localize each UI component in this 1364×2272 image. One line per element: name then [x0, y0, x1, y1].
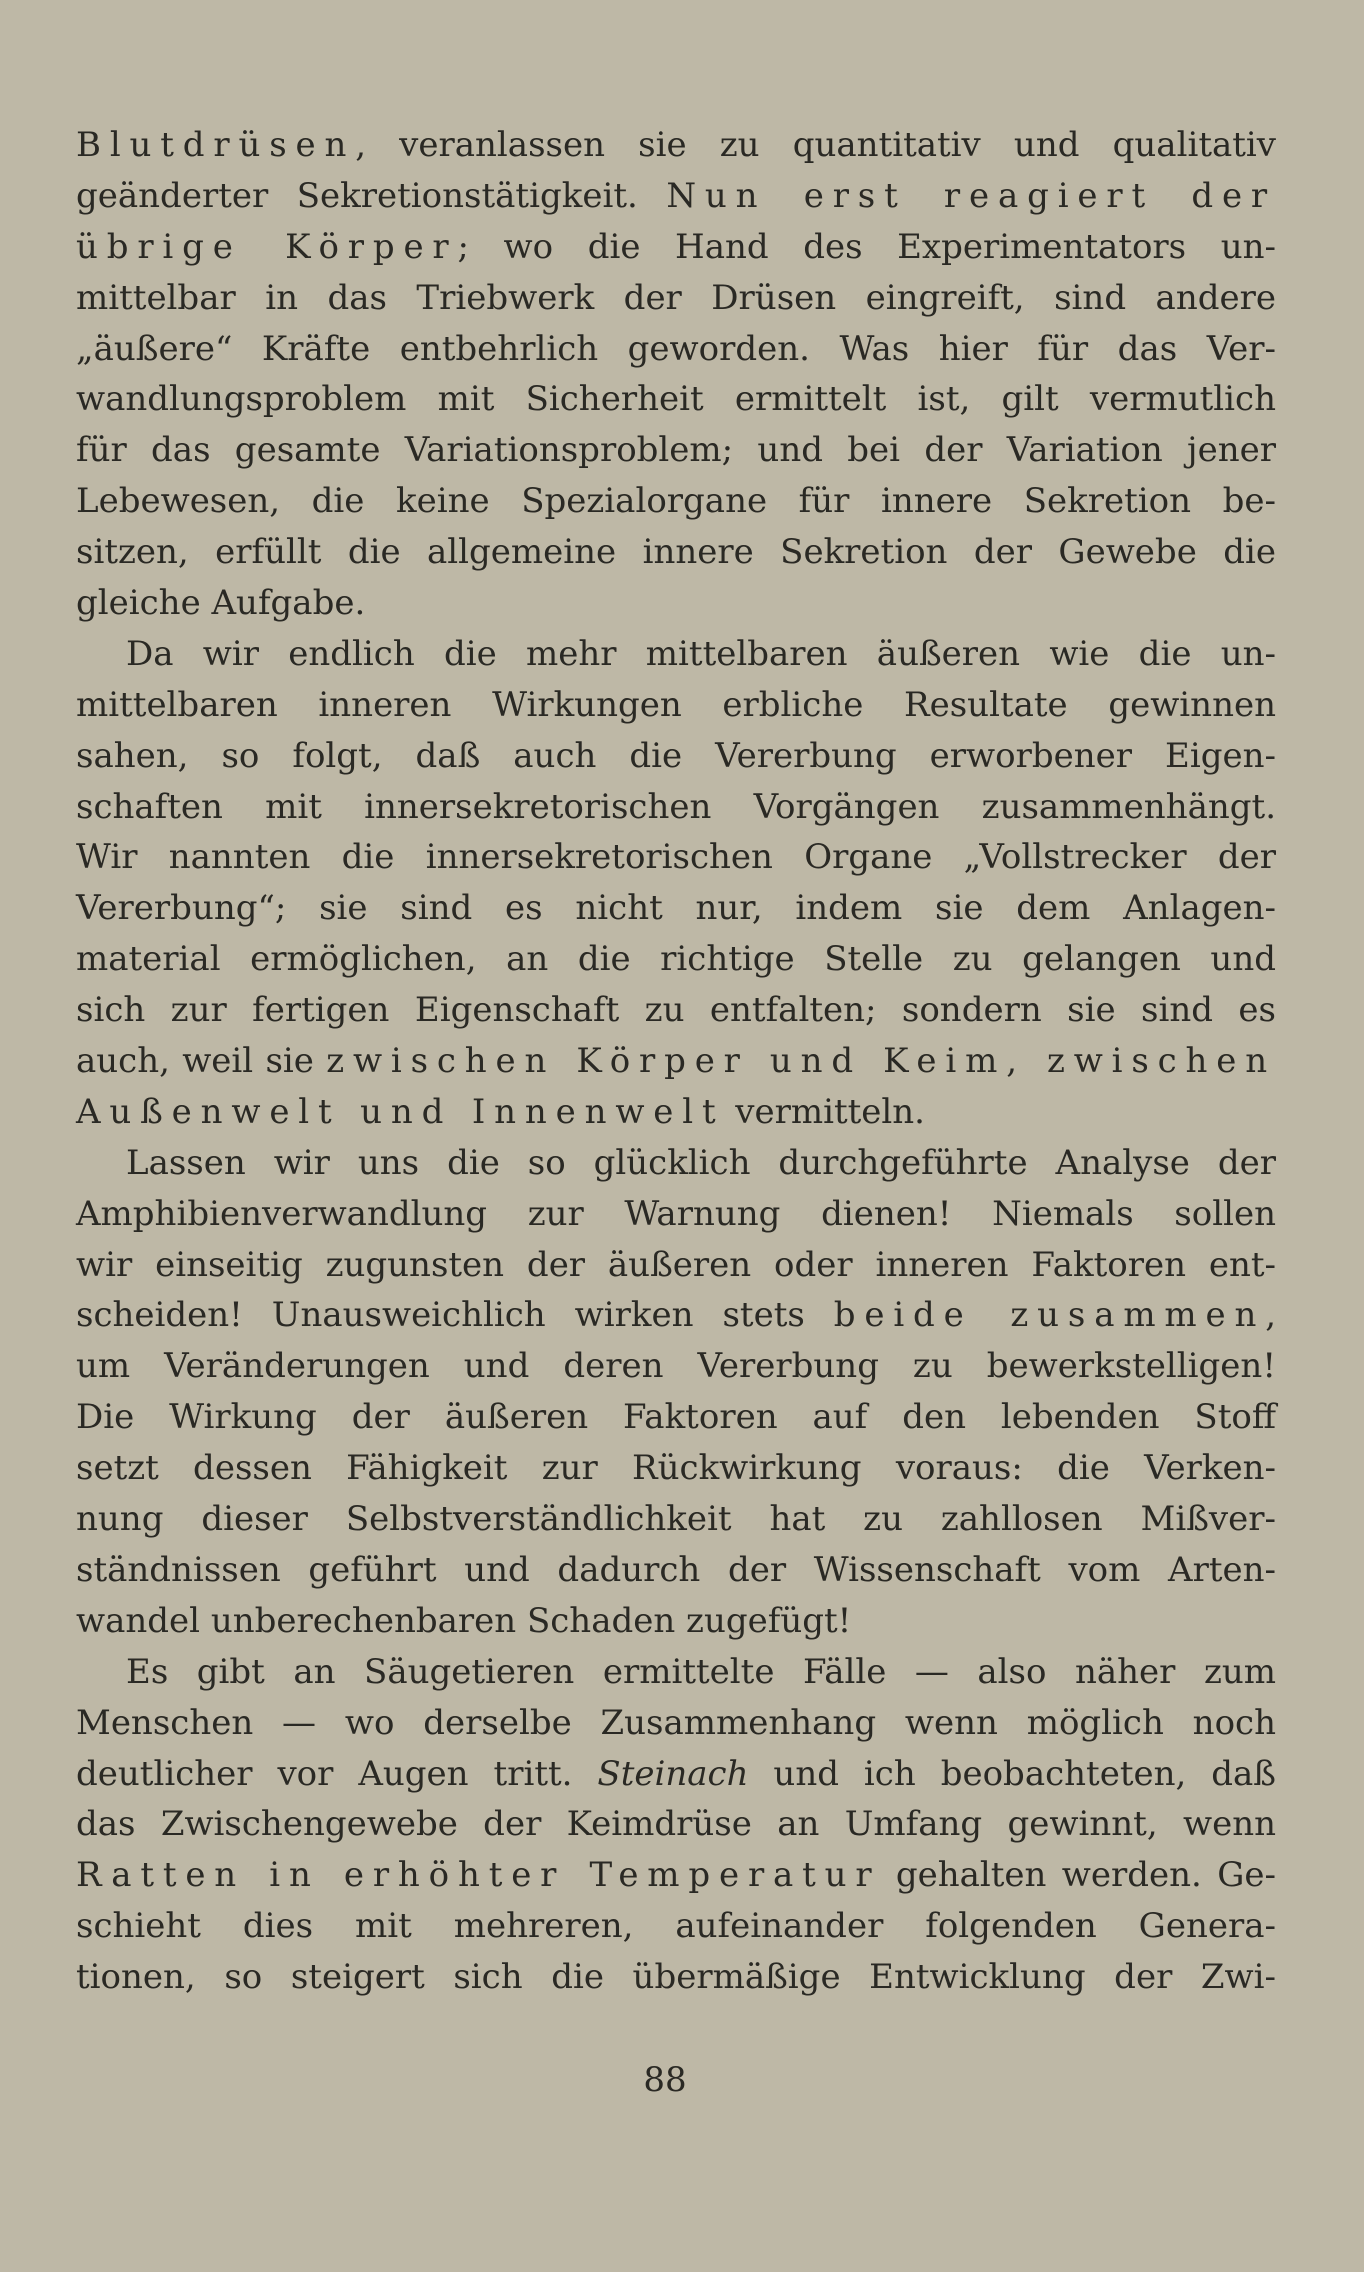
text-line	[76, 883, 1276, 934]
text-line	[76, 629, 1276, 680]
text-run: Es gibt an Säugetieren ermittelte Fälle — also näher zum	[126, 1651, 1276, 1692]
text-run: , veranlassen sie zu quantitativ und qualitativ	[355, 125, 1276, 165]
text-run: Lebewesen, die keine Spezialorgane für innere Sekretion be-	[76, 481, 1276, 522]
text-run: geänderter Sekretionstätigkeit.	[76, 175, 667, 216]
text-line	[76, 222, 1276, 273]
text-run: ; wo die Hand des Experimentators un-	[457, 226, 1276, 267]
spaced-emphasis: Blutdrüsen	[76, 125, 356, 165]
text-line	[76, 324, 1276, 375]
text-line	[76, 1290, 1276, 1341]
text-run: ,	[1265, 1295, 1276, 1336]
text-line	[76, 985, 1276, 1036]
spaced-emphasis: Ratten in erhöhter Temperatur	[76, 1855, 881, 1896]
spaced-emphasis: übrige Körper	[76, 226, 458, 267]
text-line	[76, 1189, 1276, 1240]
text-line	[76, 1545, 1276, 1596]
text-run: Wir nannten die innersekretorischen Organe „Vollstrecker der	[76, 837, 1276, 878]
body-text	[76, 120, 1276, 2003]
text-line	[76, 1901, 1276, 1952]
text-run: gleiche Aufgabe.	[76, 583, 366, 624]
text-line	[76, 527, 1276, 578]
text-run: gehalten werden. Ge-	[880, 1855, 1276, 1896]
text-run: sahen, so folgt, daß auch die Vererbung erworbener Eigen-	[76, 735, 1276, 776]
text-run: „äußere“ Kräfte entbehrlich geworden. Was hier für das Ver-	[76, 328, 1276, 369]
text-run: mittelbaren inneren Wirkungen erbliche Resultate gewinnen	[76, 684, 1276, 725]
text-line	[76, 1036, 1276, 1087]
text-line	[76, 1392, 1276, 1443]
text-line	[76, 731, 1276, 782]
text-run: Die Wirkung der äußeren Faktoren auf den lebenden Stoff	[76, 1397, 1276, 1438]
text-run: vermitteln.	[724, 1091, 925, 1132]
text-line	[76, 1443, 1276, 1494]
text-run: setzt dessen Fähigkeit zur Rückwirkung voraus: die Verken-	[76, 1448, 1276, 1489]
text-run: scheiden! Unausweichlich wirken stets	[76, 1295, 834, 1336]
text-run: für das gesamte Variationsproblem; und bei der Variation jener	[76, 430, 1276, 471]
text-run: das Zwischengewebe der Keimdrüse an Umfang gewinnt, wenn	[76, 1804, 1276, 1845]
text-run: wir einseitig zugunsten der äußeren oder inneren Faktoren ent-	[76, 1244, 1276, 1285]
text-run: deutlicher vor Augen tritt.	[76, 1753, 598, 1794]
spaced-emphasis: Nun erst reagiert der	[666, 175, 1276, 216]
text-line	[76, 1799, 1276, 1850]
text-run: wandlungsproblem mit Sicherheit ermittelt ist, gilt vermutlich	[76, 379, 1276, 420]
text-line	[76, 1240, 1276, 1291]
spaced-emphasis: zwischen Körper und Keim, zwischen	[326, 1041, 1276, 1082]
text-line	[76, 171, 1276, 222]
text-line	[76, 680, 1276, 731]
text-line	[76, 1647, 1276, 1698]
text-run: Menschen — wo derselbe Zusammenhang wenn möglich noch	[76, 1702, 1276, 1743]
text-line	[76, 476, 1276, 527]
text-line	[76, 578, 1276, 629]
text-line	[76, 273, 1276, 324]
text-line	[76, 374, 1276, 425]
italic-name: Steinach	[597, 1753, 749, 1794]
text-line	[76, 1749, 1276, 1800]
text-line	[76, 425, 1276, 476]
text-run: tionen, so steigert sich die übermäßige Entwicklung der Zwi-	[76, 1957, 1276, 1998]
text-line	[76, 1138, 1276, 1189]
text-run: sich zur fertigen Eigenschaft zu entfalten; sondern sie sind es	[76, 990, 1276, 1031]
text-line	[76, 1596, 1276, 1647]
text-run: Amphibienverwandlung zur Warnung dienen! Niemals sollen	[76, 1193, 1276, 1234]
text-run: nung dieser Selbstverständlichkeit hat zu zahllosen Mißver-	[76, 1499, 1276, 1540]
text-line	[76, 1698, 1276, 1749]
text-line	[76, 1494, 1276, 1545]
text-line	[76, 1850, 1276, 1901]
text-run: material ermöglichen, an die richtige Stelle zu gelangen und	[76, 939, 1276, 980]
text-run: Lassen wir uns die so glücklich durchgeführte Analyse der	[126, 1142, 1276, 1183]
text-line	[76, 934, 1276, 985]
page-number: 88	[643, 2060, 687, 2100]
text-run: ständnissen geführt und dadurch der Wissenschaft vom Arten-	[76, 1549, 1276, 1590]
text-run: und ich beobachteten, daß	[748, 1753, 1276, 1794]
text-run: schaften mit innersekretorischen Vorgängen zusammenhängt.	[76, 786, 1276, 827]
text-line	[76, 782, 1276, 833]
text-line	[76, 1087, 1276, 1138]
text-run: Vererbung“; sie sind es nicht nur, indem sie dem Anlagen-	[76, 888, 1276, 929]
text-run: Da wir endlich die mehr mittelbaren äußeren wie die un-	[126, 633, 1276, 674]
text-run: um Veränderungen und deren Vererbung zu bewerkstelligen!	[76, 1346, 1276, 1387]
text-run: sitzen, erfüllt die allgemeine innere Sekretion der Gewebe die	[76, 532, 1276, 573]
text-line	[76, 832, 1276, 883]
text-line	[76, 1341, 1276, 1392]
spaced-emphasis: beide zusammen	[833, 1295, 1266, 1336]
spaced-emphasis: Außenwelt und Innenwelt	[76, 1091, 725, 1132]
text-run: wandel unberechenbaren Schaden zugefügt!	[76, 1600, 852, 1641]
text-run: mittelbar in das Triebwerk der Drüsen eingreift, sind andere	[76, 277, 1276, 318]
text-line	[76, 1952, 1276, 2003]
text-run: schieht dies mit mehreren, aufeinander folgenden Genera-	[76, 1906, 1276, 1947]
text-run: auch, weil sie	[76, 1041, 327, 1082]
text-line	[76, 120, 1276, 171]
